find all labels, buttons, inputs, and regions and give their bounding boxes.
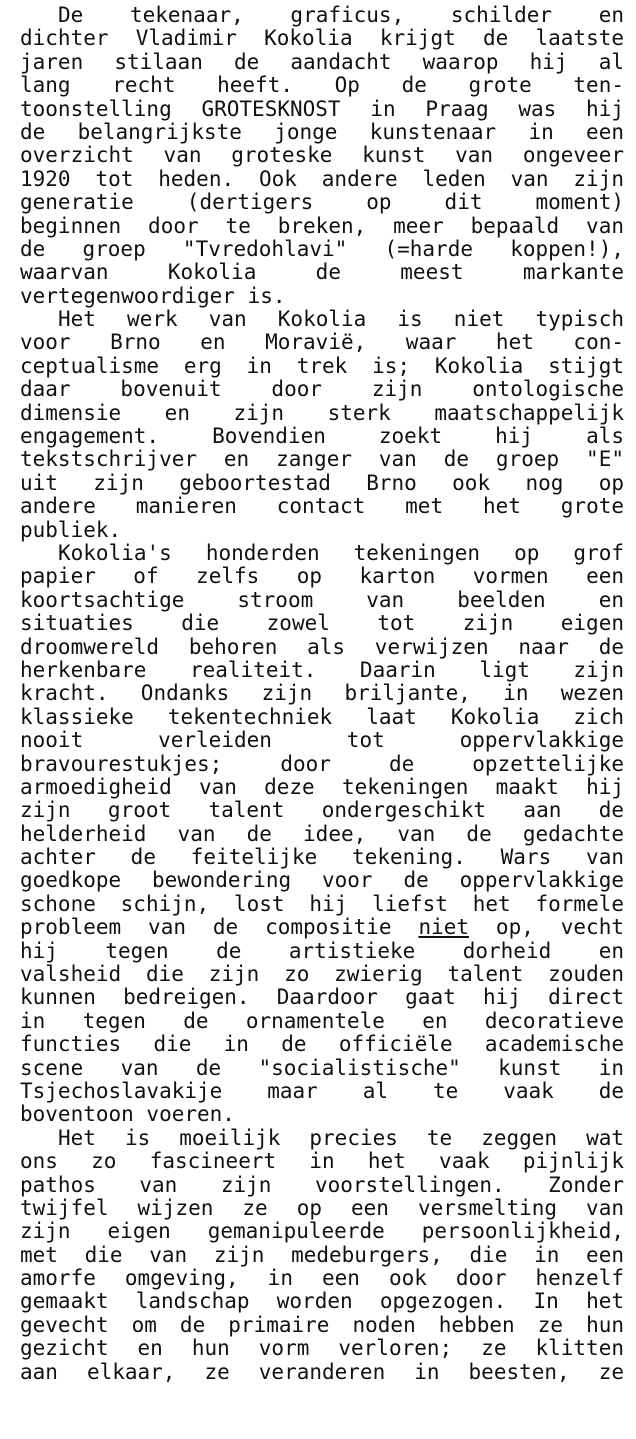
text-line: probleem van de compositie niet op, vecht <box>20 915 624 940</box>
text-line: de belangrijkste jonge kunstenaar in een <box>20 119 624 144</box>
text-line: klassieke tekentechniek laat Kokolia zich <box>20 704 624 729</box>
text-line: 1920 tot heden. Ook andere leden van zijn <box>20 166 624 191</box>
text-line: goedkope bewondering voor de oppervlakkige <box>20 868 624 893</box>
paragraph <box>20 1127 624 1384</box>
text-line: de groep "Tvredohlavi" (=harde koppen!), <box>20 236 624 261</box>
text-line: functies die in de officiёle academische <box>20 1032 624 1057</box>
text-line: schone schijn, lost hij liefst het formele <box>20 891 624 916</box>
text-line: ceptualisme erg in trek is; Kokolia stijgt <box>20 353 624 378</box>
text-line: papier of zelfs op karton vormen een <box>20 564 624 589</box>
text-line: zijn groot talent ondergeschikt aan de <box>20 798 624 823</box>
text-line: De tekenaar, graficus, schilder en <box>58 3 624 27</box>
text-line: Kokolia's honderden tekeningen op grof <box>58 540 624 565</box>
text-line: amorfe omgeving, in een ook door henzelf <box>20 1266 624 1291</box>
text-line: gemaakt landschap worden opgezogen. In het <box>20 1289 624 1314</box>
text-line: dimensie en zijn sterk maatschappelijk <box>20 400 624 425</box>
text-line: zijn eigen gemanipuleerde persoonlijkheid, <box>20 1219 624 1244</box>
text-line: armoedigheid van deze tekeningen maakt hij <box>20 774 624 799</box>
text-line: helderheid van de idee, van de gedachte <box>20 821 624 846</box>
text-line: engagement. Bovendien zoekt hij als <box>20 424 624 449</box>
text-line: aan elkaar, ze veranderen in beesten, ze <box>20 1359 624 1384</box>
text-line: lang recht heeft. Op de grote ten- <box>20 73 624 98</box>
text-line: andere manieren contact met het grote <box>20 494 624 519</box>
text-line: ons zo fascineert in het vaak pijnlijk <box>20 1149 624 1174</box>
text-line: uit zijn geboortestad Brno ook nog op <box>20 470 624 495</box>
text-line: vertegenwoordiger is. <box>20 283 286 308</box>
text-line: scene van de "socialistische" kunst in <box>20 1055 624 1080</box>
text-line: droomwereld behoren als verwijzen naar de <box>20 634 624 659</box>
text-line: Het werk van Kokolia is niet typisch <box>58 307 624 332</box>
text-line: generatie (dertigers op dit moment) <box>20 190 624 215</box>
paragraph <box>20 4 624 308</box>
text-line: voor Brno en Moraviё, waar het con- <box>20 330 624 355</box>
text-line: gevecht om de primaire noden hebben ze hun <box>20 1312 624 1337</box>
text-line: pathos van zijn voorstellingen. Zonder <box>20 1172 624 1197</box>
text-line: waarvan Kokolia de meest markante <box>20 260 624 285</box>
text-line: jaren stilaan de aandacht waarop hij al <box>20 49 624 74</box>
text-line: bravourestukjes; door de opzettelijke <box>20 751 624 776</box>
text-line: toonstelling GROTESKNOST in Praag was hij <box>20 96 624 121</box>
text-line: beginnen door te breken, meer bepaald van <box>20 213 624 238</box>
text-line: Het is moeilijk precies te zeggen wat <box>58 1125 624 1150</box>
text-line: publiek. <box>20 517 122 542</box>
text-line: valsheid die zijn zo zwierig talent zouden <box>20 962 624 987</box>
text-line: tekstschrijver en zanger van de groep "E" <box>20 447 624 472</box>
text-line: boventoon voeren. <box>20 1102 235 1127</box>
text-line: dichter Vladimir Kokolia krijgt de laatste <box>20 26 624 51</box>
text-line: nooit verleiden tot oppervlakkige <box>20 728 624 753</box>
text-line: kracht. Ondanks zijn briljante, in wezen <box>20 681 624 706</box>
paragraph <box>20 542 624 1127</box>
text-line: met die van zijn medeburgers, die in een <box>20 1242 624 1267</box>
underlined-word: niet <box>418 915 470 940</box>
text-line: daar bovenuit door zijn ontologische <box>20 377 624 402</box>
text-line: herkenbare realiteit. Daarin ligt zijn <box>20 657 624 682</box>
text-line: overzicht van groteske kunst van ongeveer <box>20 143 624 168</box>
text-line: koortsachtige stroom van beelden en <box>20 587 624 612</box>
article-body <box>20 4 624 1384</box>
text-line: achter de feitelijke tekening. Wars van <box>20 845 624 870</box>
text-line: kunnen bedreigen. Daardoor gaat hij direct <box>20 985 624 1010</box>
text-line: Tsjechoslavakije maar al te vaak de <box>20 1078 624 1103</box>
text-line: in tegen de ornamentele en decoratieve <box>20 1008 624 1033</box>
text-line: twijfel wijzen ze op een versmelting van <box>20 1195 624 1220</box>
text-line: hij tegen de artistieke dorheid en <box>20 938 624 963</box>
paragraph <box>20 308 624 542</box>
text-line: situaties die zowel tot zijn eigen <box>20 611 624 636</box>
text-line: gezicht en hun vorm verloren; ze klitten <box>20 1336 624 1361</box>
